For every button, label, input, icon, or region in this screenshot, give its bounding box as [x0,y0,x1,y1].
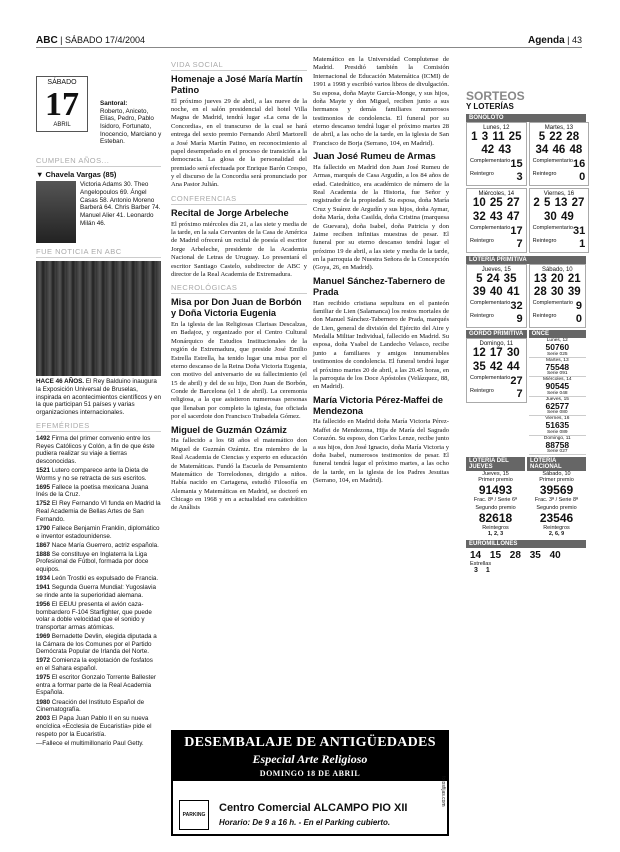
efemeride-year: 1969 [36,632,51,640]
necro-body-4: Han recibido cristiana sepultura en el panteón familiar de Lien (Salamanca) los restos mortales de don Manuel Sánchez-Tabernero de Prada, marqués de Lien, general de división del Ejército del Aire y Medalla Militar Individual, fallecido en Madrid. Su esposa, doña Ysabel de Landecho Velasco, recibe junto a familiares y amigos innumerables testimonios de condolencia. El funeral tendrá lugar el próximo martes 20 de abril, a las 20.45 horas, en la parroquia de los Doce Apóstoles (Velázquez, 88, en Madrid). [313,299,449,391]
efemeride-year: 1972 [36,657,51,665]
comp-value: 31 [572,224,586,237]
noticia-caption [36,378,161,416]
left-column [36,56,161,747]
comp-label: Complementario [470,300,511,307]
gordo-band: GORDO PRIMITIVA [466,330,527,338]
necro-title-1: Misa por Don Juan de Borbón y Doña Victoria Eugenia [171,297,302,319]
draw-day: Domingo, 11 [479,341,514,348]
advert-vertical: fotosfijas.com [440,776,446,807]
once-list [529,338,586,455]
once-serie: Serie 025 [547,351,568,357]
efemeride-item [36,699,161,714]
draw-day: Sábado, 10 [541,266,573,273]
necro-body-1: En la iglesia de las Religiosas Clarisas Descalzas, en Badajoz, y organizado por el Centro Cultural Monárquico de Estudios Institucionales de la región de Extremadura, que preside José Emilio Estrella Estrella, ha tenido lugar una misa por el eterno descanso de la Reina Doña Victoria Eugenia, con motivo del aniversario de su fallecimiento (el 15 de abril) y del de su hijo, Don Juan de Borbón, Conde de Barcelona (el 1 de abril). La ceremonia religiosa, a la que asistieron numerosas personas que llenaban por completo la iglesia, fue oficiada por el sacerdote don Francisco Trabadela Gómez. [171,321,307,421]
bonoloto-draw [466,188,527,252]
once-draw [529,358,586,378]
bonoloto-draw [529,188,590,252]
estrellas-label: Estrellas [470,561,492,568]
primitiva-draw [529,264,586,328]
sorteos-title: SORTEOS [466,89,525,103]
calendar-weekday: SÁBADO [47,79,77,86]
once-serie: Serie 089 [547,429,568,435]
jueves-p1-label: Primer premio [478,477,513,484]
reint-value: 0 [579,171,586,184]
efemeride-year: 1492 [36,434,51,442]
efemeride-year: 1888 [36,550,51,558]
once-num: 62577 [545,400,570,411]
draw-numbers: 13 20 21 28 30 39 [533,272,581,299]
advert-line4: Centro Comercial ALCAMPO PIO XII [219,802,408,814]
sorteos-subtitle: Y LOTERÍAS [466,102,514,111]
reint-value: 7 [516,387,523,400]
efemeride-text: Lutero comparece ante la Dieta de Worms y no se retracta de sus escritos. [36,467,149,482]
efemeride-item [36,674,161,697]
efemeride-item [36,601,161,632]
cumplen-section: CUMPLEN AÑOS... [36,156,161,167]
efemeride-year: 1956 [36,600,51,608]
jueves-day: Jueves, 15 [482,471,509,478]
cumplen-name: ▼ Chavela Vargas (85) [36,170,117,180]
efemeride-year: 1934 [36,575,51,583]
reint-label: Reintegro [532,313,557,320]
comp-value: 17 [510,224,523,237]
loterias-row [466,457,586,537]
once-block [529,330,586,455]
gordo-once-row [466,330,586,455]
efemeride-year: 1752 [36,500,51,508]
comp-value: 16 [572,158,586,171]
once-num: 90545 [545,381,570,392]
efemeride-text: Segunda Guerra Mundial: Yugoslavia se rinde ante la superioridad alemana. [36,584,156,599]
jueves-p2: 82618 [478,511,513,526]
nacional-re-label: Reintegros [543,525,570,532]
nacional-p2-label: Segundo premio [536,505,577,512]
once-band: ONCE [529,330,586,338]
parking-logo: PARKING [179,800,209,830]
nacional-p2: 23546 [539,511,574,526]
draw-day: Martes, 13 [544,125,574,131]
efemeride-text: El Papa Juan Pablo II en su nueva encíclica «Ecclesia de Eucaristía» pide el respeto por la Eucaristía. [36,715,152,738]
header-left: ABC | SÁBADO 17/4/2004 [36,35,146,46]
once-num: 50760 [545,342,570,353]
comp-label: Complementario [532,158,573,165]
jueves-frac: Frac. 8ª / Serie 6ª [473,497,518,504]
efemeride-text: Bernadette Devlin, elegida diputada a la Cámara de los Comunes por el Partido Demócrata Popular de Irlanda del Norte. [36,632,157,656]
noticia-caption-bold: HACE 46 AÑOS. [36,378,85,386]
efemeride-year: 1867 [36,541,51,549]
bonoloto-row-1 [466,122,586,186]
once-draw [529,397,586,417]
efemeride-text: Comienza la explotación de fosfatos en el Sahara español. [36,657,153,673]
comp-label: Complementario [532,300,573,307]
header-date: SÁBADO 17/4/2004 [65,35,146,45]
middle-column [171,56,307,609]
efemeride-item [36,435,161,466]
draw-comp [468,375,525,387]
efemeride-text: El escritor Gonzalo Torrente Ballester entra a formar parte de la Real Academia Española. [36,674,156,697]
comp-value: 32 [510,300,523,313]
comp-value: 15 [510,158,523,171]
calendar-month: ABRIL [53,121,71,128]
advert-line2: Especial Arte Religioso [173,752,447,768]
reint-label: Reintegro [470,313,494,320]
draw-numbers: 5 22 28 34 46 48 [535,131,583,157]
once-draw [529,377,586,397]
efemeride-item [36,715,161,738]
efemeride-text: El EEUU presenta el avión caza-bombardero F-104 Starfighter, que puede volar a doble velocidad que el sonido y transportar armas atómicas. [36,600,152,631]
draw-numbers: 10 25 27 32 43 47 [472,197,520,223]
comp-value: 9 [575,300,582,313]
draw-reint [468,238,525,250]
once-num: 88758 [545,439,570,450]
reint-value: 7 [516,237,523,250]
once-day: Miércoles, 14 [543,377,572,383]
nacional-re: 2, 6, 9 [548,531,565,538]
conferencias-title: Recital de Jorge Arbeleche [171,207,289,218]
necro-body-3: Ha fallecido en Madrid don Juan José Rumeu de Armas, marqués de Casa Argudín, a los 84 años de edad. Catedrático, era académico de número de la Real Academia de la Historia, fue Señor y registrador de la propiedad. Su esposa, doña María Cruz y Suárez de Argudín y sus hijos, doña Aymar, doña María, doña Casilda, doña Cristina (marquesa de Guevara), doña Isabel, doña Patricia y don Jaime reciben infinitas muestras de pesar. El funeral por su eterno descanso tendrá lugar el próximo 19 de abril, a las siete y media de la tarde, en la parroquia de Nuestra Señora de la Concepción (Goya, 26, en Madrid). [313,163,449,272]
reint-label: Reintegro [470,171,494,178]
advert-line1: DESEMBALAJE DE ANTIGÜEDADES [173,732,447,752]
once-serie: Serie 091 [547,371,568,377]
draw-numbers: 5 24 35 39 40 41 [472,272,520,299]
brand-logo: ABC [36,35,58,46]
advert-line3: DOMINGO 18 DE ABRIL [173,768,447,781]
primitiva-band: LOTERÍA PRIMITIVA [466,256,586,264]
santoral [100,100,162,146]
efemeride-item [36,633,161,656]
efemeride-text: Firma del primer convenio entre los Reyes Católicos y Colón, a fin de que éste pudiera realizar su viaje a tierras desconocidas. [36,434,155,465]
nacional-frac: Frac. 3ª / Serie 8ª [534,497,579,504]
gordo-block [466,330,527,455]
third-column [313,56,449,485]
nacional-day: Sábado, 10 [542,471,571,478]
once-day: Viernes, 16 [545,416,570,422]
efemeride-text: El Rey Fernando VI funda en Madrid la Real Academia de Bellas Artes de San Fernando. [36,500,161,523]
once-serie: Serie 027 [547,449,568,455]
draw-reint [468,171,525,183]
section-name: Agenda [527,35,565,46]
expo-photo [36,261,161,376]
cumplen-list: Victoria Adams 30. Theo Angelopoulos 69. Ángel Casas 58. Antonio Moreno Barberá 64. Chris Barber 74. Manuel Alier 41. Leonardo Milán 46. [80,181,161,227]
efemeride-item [36,657,161,672]
santoral-text: Roberto, Aniceto, Elías, Pedro, Pablo Isidoro, Fortunato, Inocencio, Marciano y Esteban. [100,107,162,146]
necro-title-3: Juan José Rumeu de Armas [313,151,436,162]
once-num: 51635 [545,420,570,431]
jueves-band: LOTERÍA DEL JUEVES [466,457,525,471]
reint-label: Reintegro [532,237,557,244]
efemeride-text: León Trostki es expulsado de Francia. [50,575,159,583]
once-day: Lunes, 12 [546,338,568,344]
draw-comp [531,300,584,312]
reint-value: 9 [516,313,523,326]
draw-comp [531,225,588,237]
efemerides-footer: —Fallece el multimillonario Paul Getty. [36,739,144,747]
conferencias-section: CONFERENCIAS [171,194,307,205]
jueves-p2-label: Segundo premio [475,505,516,512]
efemerides-section: EFEMÉRIDES [36,421,161,432]
bonoloto-row-2 [466,188,586,252]
draw-numbers: 1 3 11 25 42 43 [471,131,522,157]
efemeride-item [36,542,161,550]
efemeride-text: Nace María Guerrero, actriz española. [50,541,159,549]
efemeride-year: 1941 [36,584,51,592]
reint-value: 0 [575,313,582,326]
efemerides-list [36,435,161,738]
draw-reint [531,171,588,183]
antiques-advert [171,730,449,836]
draw-reint [468,313,525,325]
draw-numbers: 12 17 30 35 42 44 [472,347,520,373]
necro-title-5: María Victoria Pérez-Maffei de Mendezona [313,394,444,416]
jueves-re-label: Reintegros [482,525,509,532]
once-draw [529,416,586,436]
calendar-box [36,76,88,132]
comp-label: Complementario [470,374,511,381]
necro-body-2-cont: Matemático en la Universidad Complutense de Madrid. Presidió también la Comisión Internacional de Educación Matemática (ICMI) de 1991 a 1998 y escribió varios libros de divulgación. Su esposa, doña Mayte García-Monge, y sus hijos, doña Mayte y don Miguel, reciben junto a sus hermanos y demás familiares numerosos testimonios de condolencia. El funeral por su eterno descanso tendrá lugar el próximo martes 28 de abril, a las ocho de la tarde, en la iglesia de San Francisco de Borja (Serrano, 104, en Madrid). [313,56,449,147]
once-draw [529,338,586,358]
efemeride-text: Creación del Instituto Español de Cinematografía. [36,698,145,714]
date-block [36,76,161,152]
gordo-draw [466,338,527,402]
comp-label: Complementario [532,224,573,231]
draw-numbers: 2 5 13 27 30 49 [533,197,585,223]
efemeride-year: 2003 [36,715,51,723]
draw-comp [468,300,525,312]
santoral-title: Santoral: [100,100,128,107]
comp-label: Complementario [470,224,511,231]
bonoloto-band: BONOLOTO [466,114,586,122]
once-serie: Serie 048 [547,390,568,396]
conferencias-body: El próximo miércoles día 21, a las siete y media de la tarde, en la sala Cervantes de la Casa de América de Madrid ofrecerá un recital de poesía el escritor Jorge Arbeleche, presidente de la Academia Nacional de Letras de Uruguay. Lo presentará el escritor Santiago Castelo, subdirector de ABC y director de la Real Academia de Extremadura. [171,220,307,278]
efemeride-year: 1521 [36,467,51,474]
necro-title-2: Miguel de Guzmán Ozámiz [171,424,287,435]
draw-comp [468,158,525,170]
necrologicas-section: NECROLÓGICAS [171,283,307,294]
efemeride-item [36,484,161,499]
efemeride-year: 1975 [36,674,51,682]
noticia-caption-text: El Rey Balduino inaugura la Exposición Universal de Bruselas, inspirada en acontecimientos científicos y en la que participan 51 países y varias organizaciones internacionales. [36,378,161,417]
once-day: Domingo, 11 [543,435,571,441]
efemeride-item [36,551,161,574]
lottery-column [466,90,586,574]
advert-line5: Horario: De 9 a 16 h. - En el Parking cubierto. [219,818,391,827]
noticia-section: FUE NOTICIA EN ABC [36,247,161,258]
efemeride-year: 1790 [36,524,51,532]
necro-body-2: Ha fallecido a los 68 años el matemático don Miguel de Guzmán Ozámiz. Era miembro de la Real Academia de Ciencias y experto en educación de Matemáticas. Fundó la Escuela de Pensamiento Matemático de Torrelodones, dirigido a niños. Había nacido en Cartagena, estudió Filosofía en Alemania y Matemáticas en Madrid, se doctoró en Chicago en 1968 y en a actualidad era catedrático de Análisis [171,437,307,512]
once-day: Martes, 13 [545,357,569,363]
once-draw [529,436,586,456]
draw-day: Miércoles, 14 [478,191,515,198]
efemeride-item [36,525,161,540]
draw-reint [531,313,584,325]
efemeride-text: Fallece la poetisa mexicana Juana Inés de la Cruz. [36,483,149,499]
efemeride-item [36,467,161,482]
reint-label: Reintegro [470,237,494,244]
draw-comp [468,225,525,237]
efemeride-item [36,584,161,599]
nacional-p1-label: Primer premio [539,477,574,484]
efemeride-year: 1980 [36,698,51,706]
reint-value: 3 [516,171,523,184]
efemeride-item [36,575,161,583]
bonoloto-draw [529,122,590,186]
primitiva-draw [466,264,527,328]
euromillones-numbers: 14 15 28 35 40 [470,550,561,562]
calendar-day: 17 [45,85,79,123]
once-num: 75548 [545,361,570,372]
vida-social-section: VIDA SOCIAL [171,60,307,71]
header-right: Agenda | 43 [527,35,582,46]
reint-label: Reintegro [470,387,494,394]
nacional-band: LOTERÍA NACIONAL [527,457,586,471]
once-day: Jueves, 15 [545,396,569,402]
efemeride-text: Fallece Benjamin Franklin, diplomático e inventor estadounidense. [36,524,160,540]
jueves-p1: 91493 [478,483,513,498]
euromillones-band: EUROMILLONES [466,540,586,548]
draw-reint [468,388,525,400]
draw-reint [531,238,588,250]
reint-value: 1 [579,237,586,250]
efemeride-year: 1695 [36,483,51,491]
vida-social-title: Homenaje a José María Martín Patino [171,74,303,95]
cumplen-block [36,181,161,243]
portrait-photo [36,181,76,243]
draw-day: Viernes, 16 [543,191,575,198]
draw-day: Lunes, 12 [483,125,510,131]
page-number: 43 [571,35,582,45]
page-header [36,34,582,48]
jueves-re: 1, 2, 3 [487,531,504,538]
draw-comp [531,158,588,170]
nacional-p1: 39569 [539,483,574,498]
bonoloto-draw [466,122,527,186]
reint-label: Reintegro [532,171,557,178]
loteria-nacional [527,457,586,537]
efemeride-item [36,500,161,523]
comp-value: 27 [510,374,523,387]
estrellas-values: 3 1 [474,567,490,575]
loteria-jueves [466,457,525,537]
efemeride-text: Se constituye en Inglaterra la Liga Profesional de Fútbol, formada por doce equipos. [36,550,149,574]
draw-day: Jueves, 15 [481,266,511,273]
comp-label: Complementario [470,158,511,165]
vida-social-body: El próximo jueves 29 de abril, a las nueve de la noche, en el salón presidencial del hotel Villa Magna de Madrid, tendrá lugar «La cena de la Concordia», en el transcurso de la cual se hará entrega del sexto premio Fernando Abril Martorell a José María Martín Patino, en reconocimiento al papel desempeñado en el proceso de transición a la democracia. La glosa de la personalidad del premiado será efectuada por Enrique Barón Crespo, y el discurso de la Concordia será pronunciado por Ana Pastor Julián. [171,97,307,189]
necro-body-5: Ha fallecido en Madrid doña María Victoria Pérez-Maffei de Mendezona, Hija de María del Sagrado Corazón. Su esposo, don Carlos Lenze, recibe junto a sus hijos, don José Ignacio, doña María Victoria y doña Isabel, numerosos testimonios de pesar. El funeral tendrá lugar el próximo martes, a las ocho de la tarde, en la iglesia de los Padres Jesuitas (Serrano, 104, en Madrid). [313,418,449,485]
necro-title-4: Manuel Sánchez-Tabernero de Prada [313,275,446,297]
once-serie: Serie 080 [547,410,568,416]
primitiva-row [466,264,586,328]
